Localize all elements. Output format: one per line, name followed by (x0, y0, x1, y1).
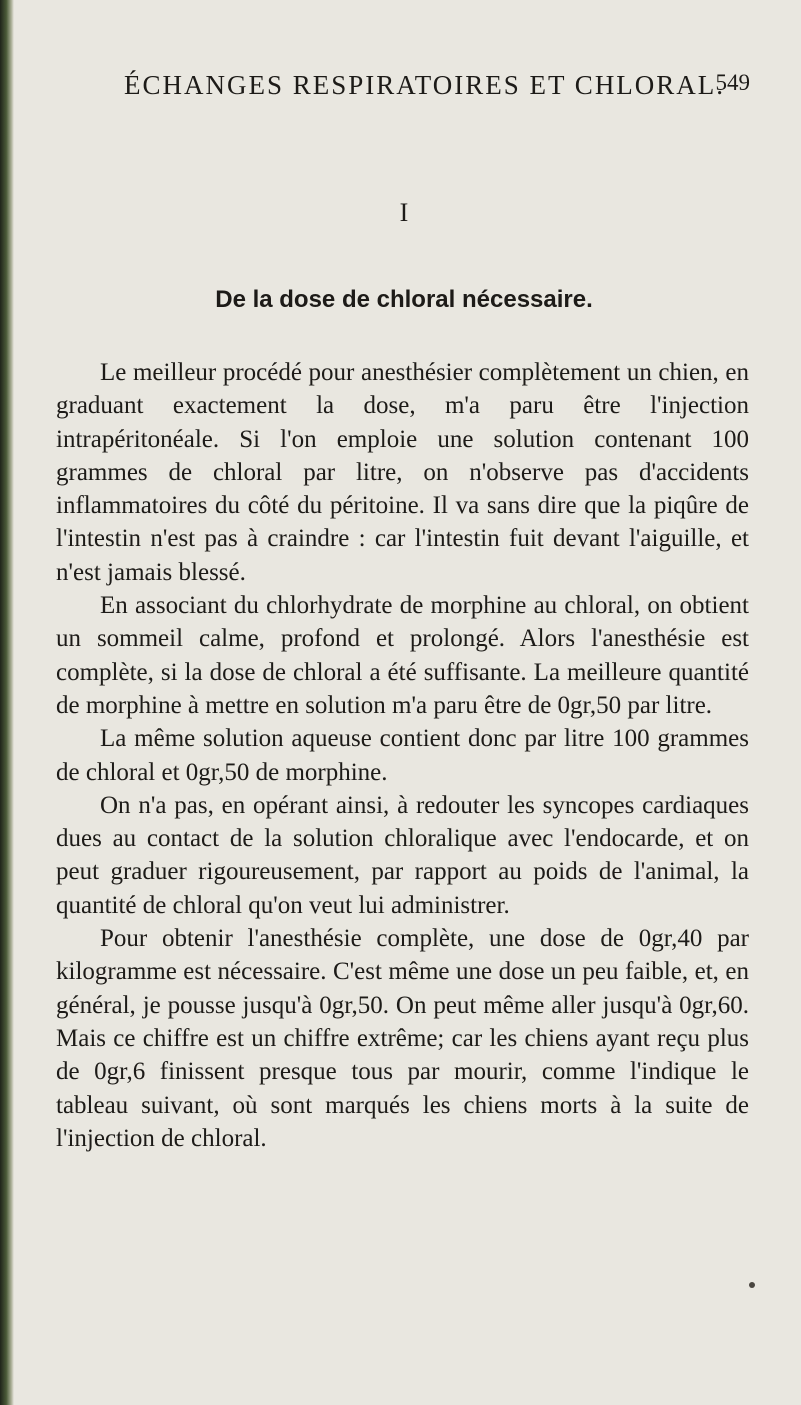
running-title: ÉCHANGES RESPIRATOIRES ET CHLORAL. (124, 70, 726, 100)
section-title: De la dose de chloral nécessaire. (215, 286, 593, 313)
paragraph: Pour obtenir l'anesthésie complète, une dose de 0gr,40 par kilogramme est nécessaire. C'est même une dose un peu faible, et, en général, je pousse jusqu'à 0gr,50. On peut même aller jusqu'à 0gr,60. Mais ce chiffre est un chiffre extrême; car les chiens ayant reçu plus de 0gr,6 finissent presque tous par mourir, comme l'indique le tableau suivant, où sont marqués les chiens morts à la suite de l'injection de chloral. (56, 925, 749, 1152)
body-text (56, 356, 749, 1155)
book-page (54, 0, 754, 1405)
running-head (54, 70, 754, 110)
book-spine-shadow (0, 0, 14, 1405)
paragraph: Le meilleur procédé pour anesthésier complètement un chien, en graduant exactement la dose, m'a paru être l'injection intrapéritonéale. Si l'on emploie une solution contenant 100 grammes de chloral par litre, on n'observe pas d'accidents inflammatoires du côté du péritoine. Il va sans dire que la piqûre de l'intestin n'est pas à craindre : car l'intestin fuit devant l'aiguille, et n'est jamais blessé. (56, 359, 749, 586)
section-number: I (399, 198, 409, 227)
ink-speck (749, 1282, 755, 1288)
paragraph: On n'a pas, en opérant ainsi, à redouter les syncopes cardiaques dues au contact de la solution chloralique avec l'endocarde, et on peut graduer rigoureusement, par rapport au poids de l'animal, la quantité de chloral qu'on veut lui administrer. (56, 791, 749, 919)
paragraph: La même solution aqueuse contient donc par litre 100 grammes de chloral et 0gr,50 de morphine. (56, 725, 749, 786)
page-number: 549 (715, 70, 750, 95)
paragraph: En associant du chlorhydrate de morphine au chloral, on obtient un sommeil calme, profond et prolongé. Alors l'anesthésie est complète, si la dose de chloral a été suffisante. La meilleure quantité de morphine à mettre en solution m'a paru être de 0gr,50 par litre. (56, 592, 749, 719)
